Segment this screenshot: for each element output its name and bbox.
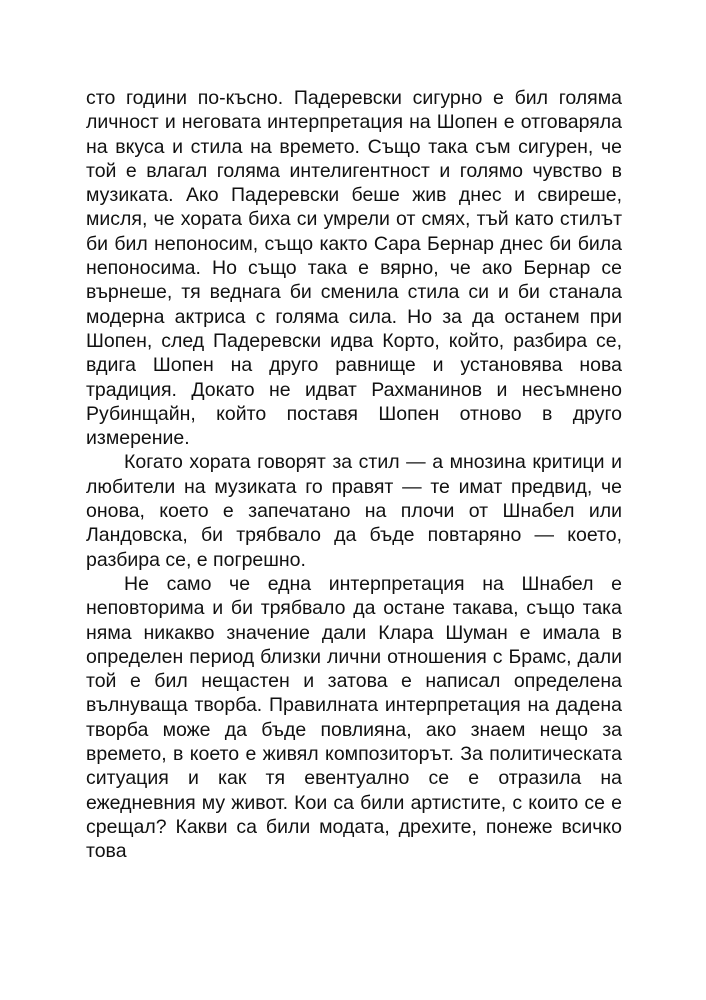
document-page (86, 86, 622, 864)
paragraph-continuation: сто години по-късно. Падеревски сигурно е бил голяма личност и неговата интерпретация на Шопен е отговаряла на вкуса и стила на времето. Също така съм сигурен, че той е влагал голяма интелигентност и голямо чувство в музиката. Ако Падеревски беше жив днес и свиреше, мисля, че хората биха си умрели от смях, тъй като стилът би бил непоносим, също както Сара Бернар днес би била непоносима. Но също така е вярно, че ако Бернар се върнеше, тя веднага би сменила стила си и би станала модерна актриса с голяма сила. Но за да останем при Шопен, след Падеревски идва Корто, който, разбира се, вдига Шопен на друго равнище и установява нова традиция. Докато не идват Рахманинов и несъмнено Рубинщайн, който поставя Шопен отново в друго измерение. (86, 87, 622, 450)
paragraph-interpretation: Не само че една интерпретация на Шнабел е неповторима и би трябвало да остане такава, също така няма никакво значение дали Клара Шуман е имала в определен период близки лични отношения с Брамс, дали той е бил нещастен и затова е написал определена вълнуваща творба. Правилната интерпретация на дадена творба може да бъде повлияна, ако знаем нещо за времето, в което е живял композиторът. За политическата ситуация и как тя евентуално се е отразила на ежедневния му живот. Кои са били артистите, с които се е срещал? Какви са били модата, дрехите, понеже всичко това (86, 572, 622, 863)
paragraph-style: Когато хората говорят за стил — а мнозина критици и любители на музиката го правят — те имат предвид, че онова, което е запечатано на плочи от Шнабел или Ландовска, би трябвало да бъде повтаряно — което, разбира се, е погрешно. (86, 451, 622, 571)
